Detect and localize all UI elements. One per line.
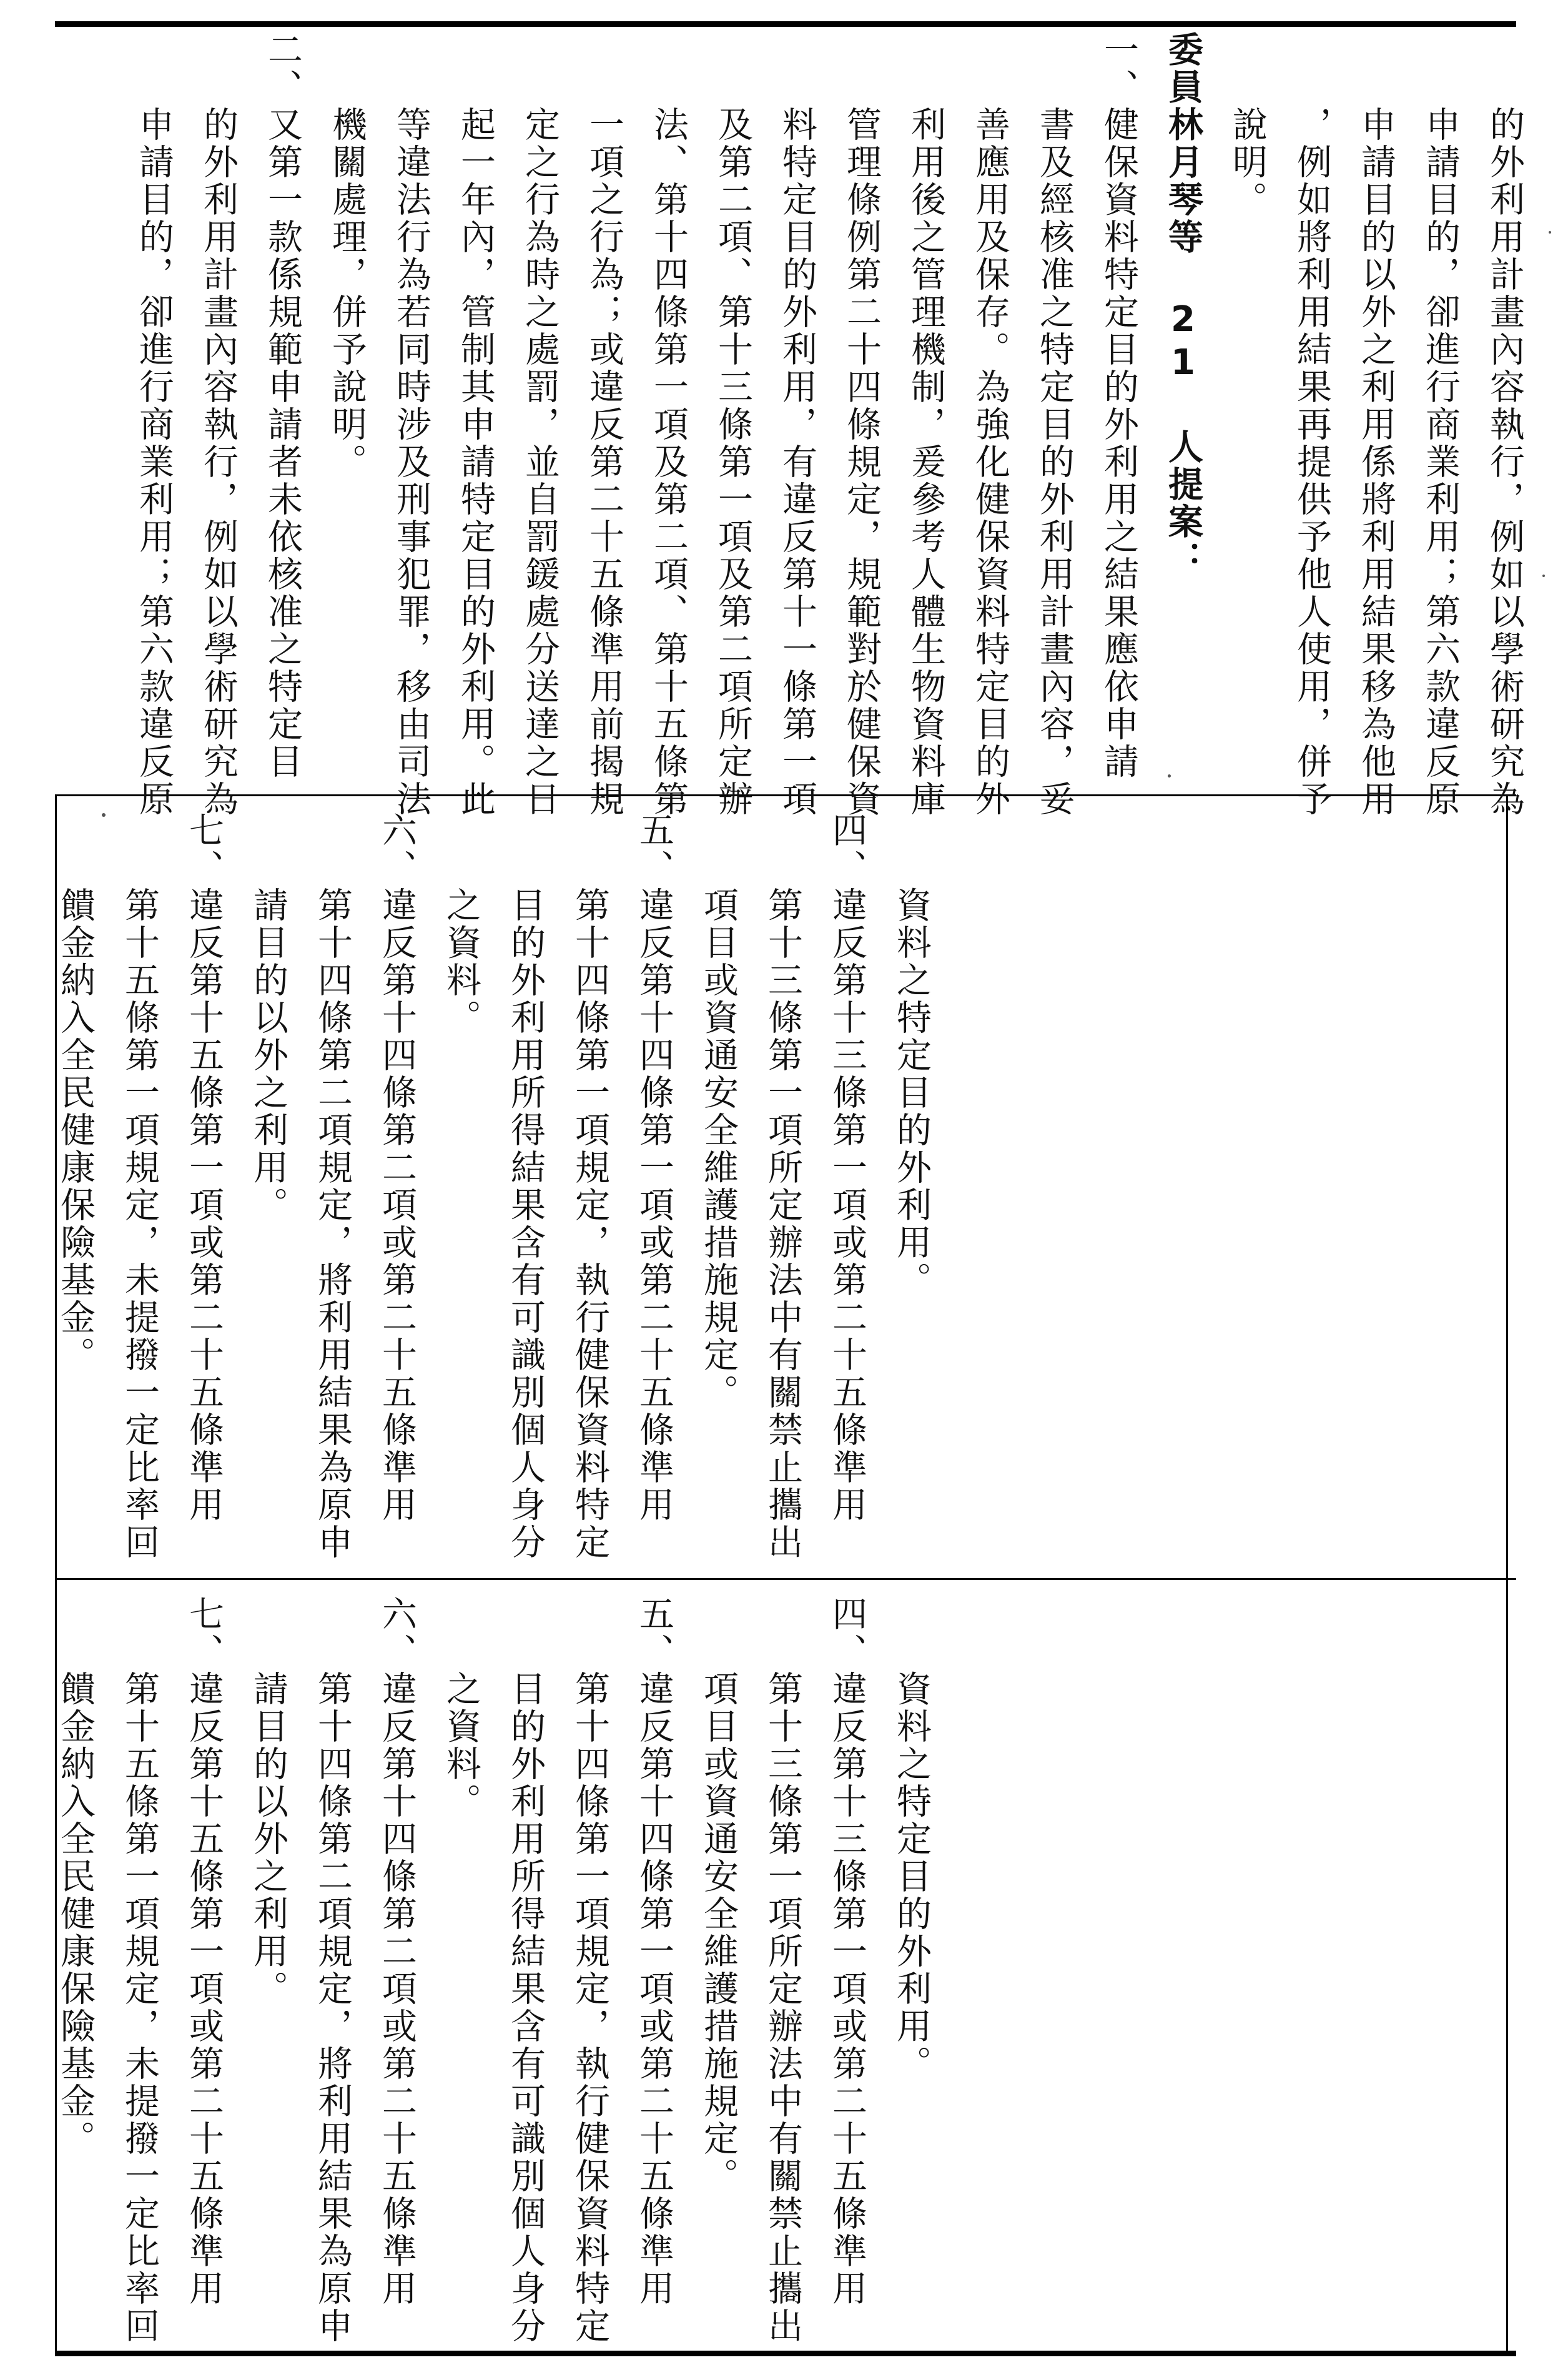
text-line: 說明。 xyxy=(1227,106,1268,219)
text-line: 第十四條第一項規定，執行健保資料特定 xyxy=(570,887,610,1561)
scan-speck xyxy=(1549,231,1551,234)
text-line: 第十三條第一項所定辦法中有關禁止攜出 xyxy=(762,1671,803,2345)
text-line: 定之行為時之處罰，並自罰鍰處分送達之日 xyxy=(520,106,560,818)
text-line: 起一年內，管制其申請特定目的外利用。此 xyxy=(455,106,496,818)
text-line: 項目或資通安全維護措施規定。 xyxy=(698,887,739,1411)
text-line: 第十五條第一項規定，未提撥一定比率回 xyxy=(119,887,160,1561)
column-right-text xyxy=(82,31,1537,818)
scan-speck xyxy=(1168,774,1171,778)
text-line: 之資料。 xyxy=(441,887,481,1037)
text-line: 申請目的以外之利用係將利用結果移為他用 xyxy=(1356,106,1396,818)
text-line: 申請目的，卻進行商業利用；第六款違反原 xyxy=(134,106,174,818)
text-line: 之資料。 xyxy=(441,1671,481,1820)
text-line: 四、違反第十三條第一項或第二十五條準用 xyxy=(827,1596,867,2308)
text-line: 七、違反第十五條第一項或第二十五條準用 xyxy=(184,1596,224,2308)
column-left-text xyxy=(55,1596,944,2345)
text-line: 管理條例第二十四條規定，規範對於健保資 xyxy=(841,106,882,818)
text-line: 五、違反第十四條第一項或第二十五條準用 xyxy=(634,812,674,1524)
text-line: 第十四條第二項規定，將利用結果為原申 xyxy=(312,887,353,1561)
text-line: 利用後之管理機制，爰參考人體生物資料庫 xyxy=(905,106,946,818)
text-line: 的外利用計畫內容執行，例如以學術研究為 xyxy=(198,106,239,818)
scan-speck xyxy=(102,813,106,817)
text-line: 二、又第一款係規範申請者未依核准之特定目 xyxy=(262,31,303,781)
scan-speck xyxy=(1542,575,1545,577)
text-line: 六、違反第十四條第二項或第二十五條準用 xyxy=(377,1596,417,2308)
section-heading: 委員林月琴等 21 人提案： xyxy=(1163,31,1203,578)
text-line: 第十四條第二項規定，將利用結果為原申 xyxy=(312,1671,353,2345)
text-line: 申請目的，卻進行商業利用；第六款違反原 xyxy=(1420,106,1461,818)
bottom-rule xyxy=(55,2351,1516,2356)
text-line: 的外利用計畫內容執行，例如以學術研究為 xyxy=(1484,106,1525,818)
text-line: 目的外利用所得結果含有可識別個人身分 xyxy=(505,1671,546,2345)
text-line: 四、違反第十三條第一項或第二十五條準用 xyxy=(827,812,867,1524)
text-line: 資料之特定目的外利用。 xyxy=(891,1671,932,2083)
text-line: 六、違反第十四條第二項或第二十五條準用 xyxy=(377,812,417,1524)
text-line: ，例如將利用結果再提供予他人使用，併予 xyxy=(1291,106,1332,818)
text-line: 及第二項、第十三條第一項及第二項所定辦 xyxy=(713,106,753,818)
text-line: 第十五條第一項規定，未提撥一定比率回 xyxy=(119,1671,160,2345)
text-line: 機關處理，併予說明。 xyxy=(327,106,367,481)
text-line: 第十四條第一項規定，執行健保資料特定 xyxy=(570,1671,610,2345)
text-line: 善應用及保存。為強化健保資料特定目的外 xyxy=(970,106,1010,818)
text-line: 七、違反第十五條第一項或第二十五條準用 xyxy=(184,812,224,1524)
text-line: 饋金納入全民健康保險基金。 xyxy=(55,1671,96,2158)
column-middle-text xyxy=(55,812,944,1561)
text-line: 饋金納入全民健康保險基金。 xyxy=(55,887,96,1374)
text-line: 等違法行為若同時涉及刑事犯罪，移由司法 xyxy=(391,106,431,818)
text-line: 一、健保資料特定目的外利用之結果應依申請 xyxy=(1098,31,1139,781)
top-rule xyxy=(55,21,1516,27)
row-separator-bottom xyxy=(55,1578,1516,1580)
text-line: 五、違反第十四條第一項或第二十五條準用 xyxy=(634,1596,674,2308)
text-line: 請目的以外之利用。 xyxy=(248,1671,288,2008)
text-line: 第十三條第一項所定辦法中有關禁止攜出 xyxy=(762,887,803,1561)
text-line: 資料之特定目的外利用。 xyxy=(891,887,932,1299)
text-line: 請目的以外之利用。 xyxy=(248,887,288,1224)
text-line: 書及經核准之特定目的外利用計畫內容，妥 xyxy=(1034,106,1075,818)
text-line: 法、第十四條第一項及第二項、第十五條第 xyxy=(648,106,689,818)
text-line: 項目或資通安全維護措施規定。 xyxy=(698,1671,739,2195)
text-line: 一項之行為；或違反第二十五條準用前揭規 xyxy=(584,106,624,818)
text-line: 目的外利用所得結果含有可識別個人身分 xyxy=(505,887,546,1561)
text-line: 料特定目的外利用，有違反第十一條第一項 xyxy=(777,106,817,818)
column-separator-right xyxy=(1506,794,1508,2351)
